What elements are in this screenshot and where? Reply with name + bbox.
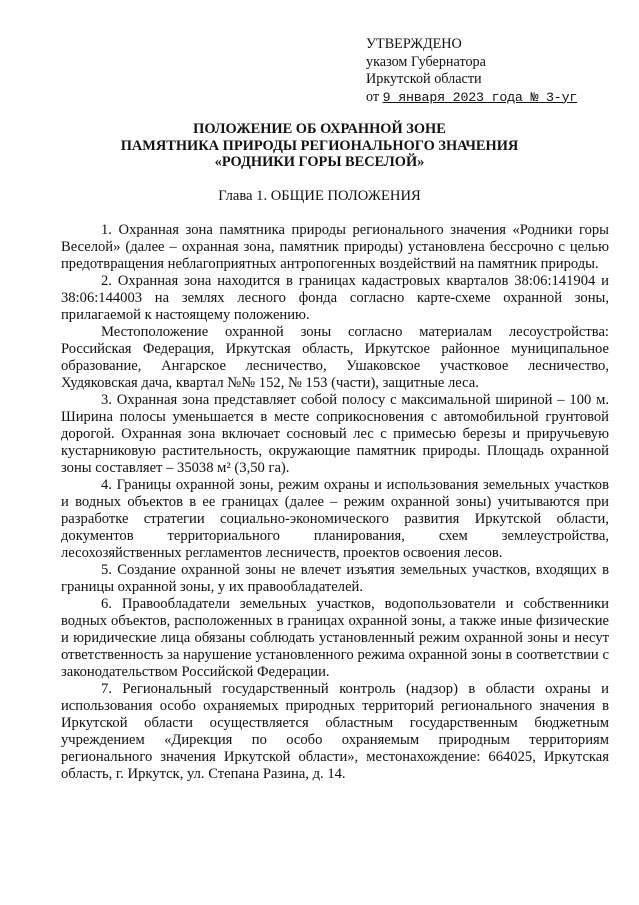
paragraph-6: 6. Правообладатели земельных участков, водопользователи и собственники водных объектов, расположенных в границах охранной зоны, а также иные физические и юридические лица обязаны соблюдать установленный режим охранной зоны и несут ответственность за нарушение установленного режима охранной зоны в соответствии с законодательством Российской Федерации.: [61, 596, 609, 680]
paragraph-3: 3. Охранная зона представляет собой полосу с максимальной шириной – 100 м. Ширина полосы уменьшается в месте соприкосновения с автомобильной грунтовой дорогой. Охранная зона включает сосновый лес с примесью березы и приручьевую кустарниковую растительность, окружающие памятник природы. Площадь охранной зоны составляет – 35038 м² (3,50 га).: [61, 392, 609, 476]
paragraph-5: 5. Создание охранной зоны не влечет изъятия земельных участков, входящих в границы охранной зоны, у их правообладателей.: [61, 562, 609, 595]
chapter-heading: Глава 1. ОБЩИЕ ПОЛОЖЕНИЯ: [218, 188, 421, 204]
document-title: [0, 121, 639, 171]
paragraph-7: 7. Региональный государственный контроль (надзор) в области охраны и использования особо охраняемых природных территорий регионального значения в Иркутской области осуществляется областным государственным бюджетным учреждением «Дирекция по особо охраняемым природным территориям регионального значения Иркутской области», местонахождение: 664025, Иркутская область, г. Иркутск, ул. Степана Разина, д. 14.: [61, 681, 609, 782]
approval-heading: УТВЕРЖДЕНО: [366, 36, 462, 52]
paragraph-1: 1. Охранная зона памятника природы регионального значения «Родники горы Веселой» (далее – охранная зона, памятник природы) установлена бессрочно с целью предотвращения неблагоприятных антропогенных воздействий на памятник природы.: [61, 222, 609, 272]
approval-stamp: [366, 36, 577, 106]
approval-date-number: 9 января 2023 года № 3-уг: [382, 89, 578, 105]
paragraph-2: 2. Охранная зона находится в границах кадастровых кварталов 38:06:141904 и 38:06:144003 на землях лесного фонда согласно карте-схеме охранной зоны, прилагаемой к настоящему положению.: [61, 273, 609, 323]
paragraph-4: 4. Границы охранной зоны, режим охраны и использования земельных участков и водных объектов в ее границах (далее – режим охранной зоны) учитываются при разработке стратегии социально-экономического развития Иркутской области, документов территориального планирования, схем землеустройства, лесохозяйственных регламентов лесничеств, проектов освоения лесов.: [61, 477, 609, 561]
title-line-3: «РОДНИКИ ГОРЫ ВЕСЕЛОЙ»: [214, 154, 425, 170]
paragraph-2-location: Местоположение охранной зоны согласно материалам лесоустройства: Российская Федерация, Иркутская область, Иркутское районное муниципальное образование, Ангарское лесничество, Ушаковское участковое лесничество, Худяковская дача, квартал №№ 152, № 153 (части), защитные леса.: [61, 324, 609, 391]
approval-authority: указом Губернатора: [366, 53, 486, 70]
approval-region: Иркутской области: [366, 71, 482, 87]
title-line-2: ПАМЯТНИКА ПРИРОДЫ РЕГИОНАЛЬНОГО ЗНАЧЕНИЯ: [120, 137, 519, 154]
title-line-1: ПОЛОЖЕНИЕ ОБ ОХРАННОЙ ЗОНЕ: [193, 121, 446, 137]
approval-date-line: [366, 89, 577, 107]
document-body: [61, 222, 609, 783]
approval-date-prefix: от: [366, 88, 380, 105]
